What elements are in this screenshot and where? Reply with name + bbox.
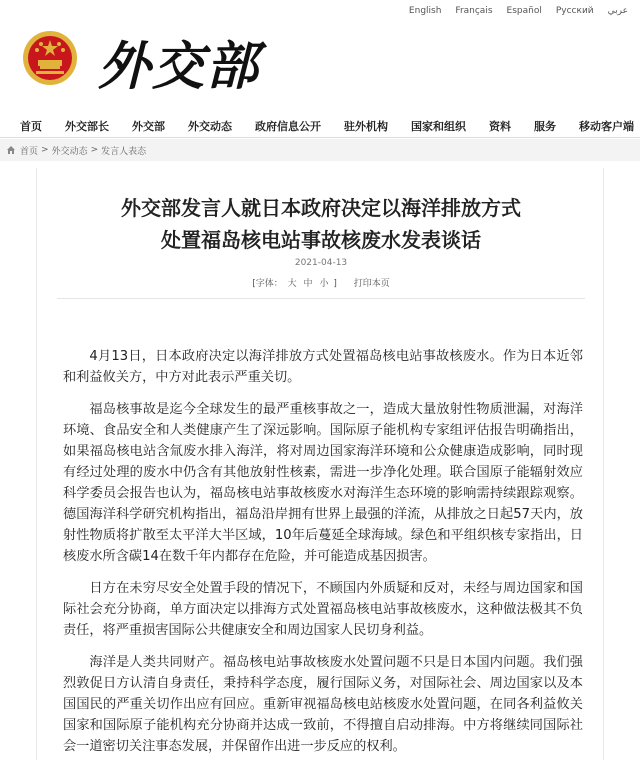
font-size-label: [字体：	[252, 279, 283, 289]
breadcrumb-section[interactable]: 外交动态	[51, 146, 88, 157]
article-body	[63, 346, 583, 760]
lang-french[interactable]: Français	[455, 6, 493, 16]
home-icon	[6, 145, 16, 155]
nav-home[interactable]: 首页	[20, 119, 42, 133]
nav-ministry[interactable]: 外交部	[132, 119, 165, 133]
divider	[57, 298, 585, 299]
site-logo-text[interactable]: 外交部	[98, 36, 261, 97]
main-nav	[0, 114, 640, 138]
lang-spanish[interactable]: Español	[506, 6, 542, 16]
breadcrumb-home[interactable]: 首页	[20, 146, 39, 157]
article-title-line2: 处置福岛核电站事故核废水发表谈话	[161, 228, 481, 252]
font-size-large[interactable]: 大	[287, 279, 297, 289]
font-size-small[interactable]: 小	[319, 279, 329, 289]
nav-resources[interactable]: 资料	[489, 119, 511, 133]
language-bar	[409, 6, 628, 16]
nav-mobile[interactable]: 移动客户端	[579, 119, 634, 133]
lang-english[interactable]: English	[408, 6, 442, 16]
article-paragraph: 4月13日，日本政府决定以海洋排放方式处置福岛核电站事故核废水。作为日本近邻和利益攸关方，中方对此表示严重关切。	[63, 349, 583, 385]
breadcrumb	[0, 139, 640, 161]
font-size-close: ]	[333, 279, 337, 289]
national-emblem-icon[interactable]	[22, 28, 78, 88]
article-title	[37, 192, 605, 256]
nav-minister[interactable]: 外交部长	[65, 119, 109, 133]
article-container	[36, 168, 604, 760]
nav-missions[interactable]: 驻外机构	[344, 119, 388, 133]
nav-countries[interactable]: 国家和组织	[411, 119, 466, 133]
article-date: 2021-04-13	[294, 258, 348, 268]
lang-russian[interactable]: Русский	[555, 6, 594, 16]
lang-arabic[interactable]: عربي	[607, 6, 628, 16]
nav-news[interactable]: 外交动态	[188, 119, 232, 133]
print-button[interactable]: 打印本页	[353, 279, 390, 289]
breadcrumb-separator: >	[90, 145, 99, 155]
font-size-medium[interactable]: 中	[303, 279, 313, 289]
nav-gov-info[interactable]: 政府信息公开	[255, 119, 321, 133]
breadcrumb-current[interactable]: 发言人表态	[101, 146, 147, 157]
nav-services[interactable]: 服务	[534, 119, 556, 133]
article-title-line1: 外交部发言人就日本政府决定以海洋排放方式	[121, 196, 521, 220]
breadcrumb-separator: >	[41, 145, 49, 155]
article-paragraph: 日方在未穷尽安全处置手段的情况下，不顾国内外质疑和反对，未经与周边国家和国际社会充分协商，单方面决定以排海方式处置福岛核电站事故核废水，这种做法极其不负责任，将严重损害国际公共健康安全和周边国家人民切身利益。	[63, 581, 583, 638]
article-paragraph: 福岛核事故是迄今全球发生的最严重核事故之一，造成大量放射性物质泄漏，对海洋环境、食品安全和人类健康产生了深远影响。国际原子能机构专家组评估报告明确指出，如果福岛核电站含氚废水排入海洋，将对周边国家海洋环境和公众健康造成影响，同时现有经过处理的废水中仍含有其他放射性核素，需进一步净化处理。联合国原子能辐射效应科学委员会报告也认为，福岛核电站事故核废水对海洋生态环境的影响需持续跟踪观察。德国海洋科学研究机构指出，福岛沿岸拥有世界上最强的洋流，从排放之日起57天内，放射性物质将扩散至太平洋大半区域，10年后蔓延全球海域。绿色和平组织核专家指出，日核废水所含碳14在数千年内都存在危险，并可能造成基因损害。	[63, 402, 583, 564]
article-tools	[37, 276, 605, 289]
article-paragraph: 海洋是人类共同财产。福岛核电站事故核废水处置问题不只是日本国内问题。我们强烈敦促日方认清自身责任，秉持科学态度，履行国际义务，对国际社会、周边国家以及本国国民的严重关切作出应有回应。重新审视福岛核电站核废水处置问题，在同各利益攸关国家和国际原子能机构充分协商并达成一致前，不得擅自启动排海。中方将继续同国际社会一道密切关注事态发展，并保留作出进一步反应的权利。	[63, 655, 583, 754]
